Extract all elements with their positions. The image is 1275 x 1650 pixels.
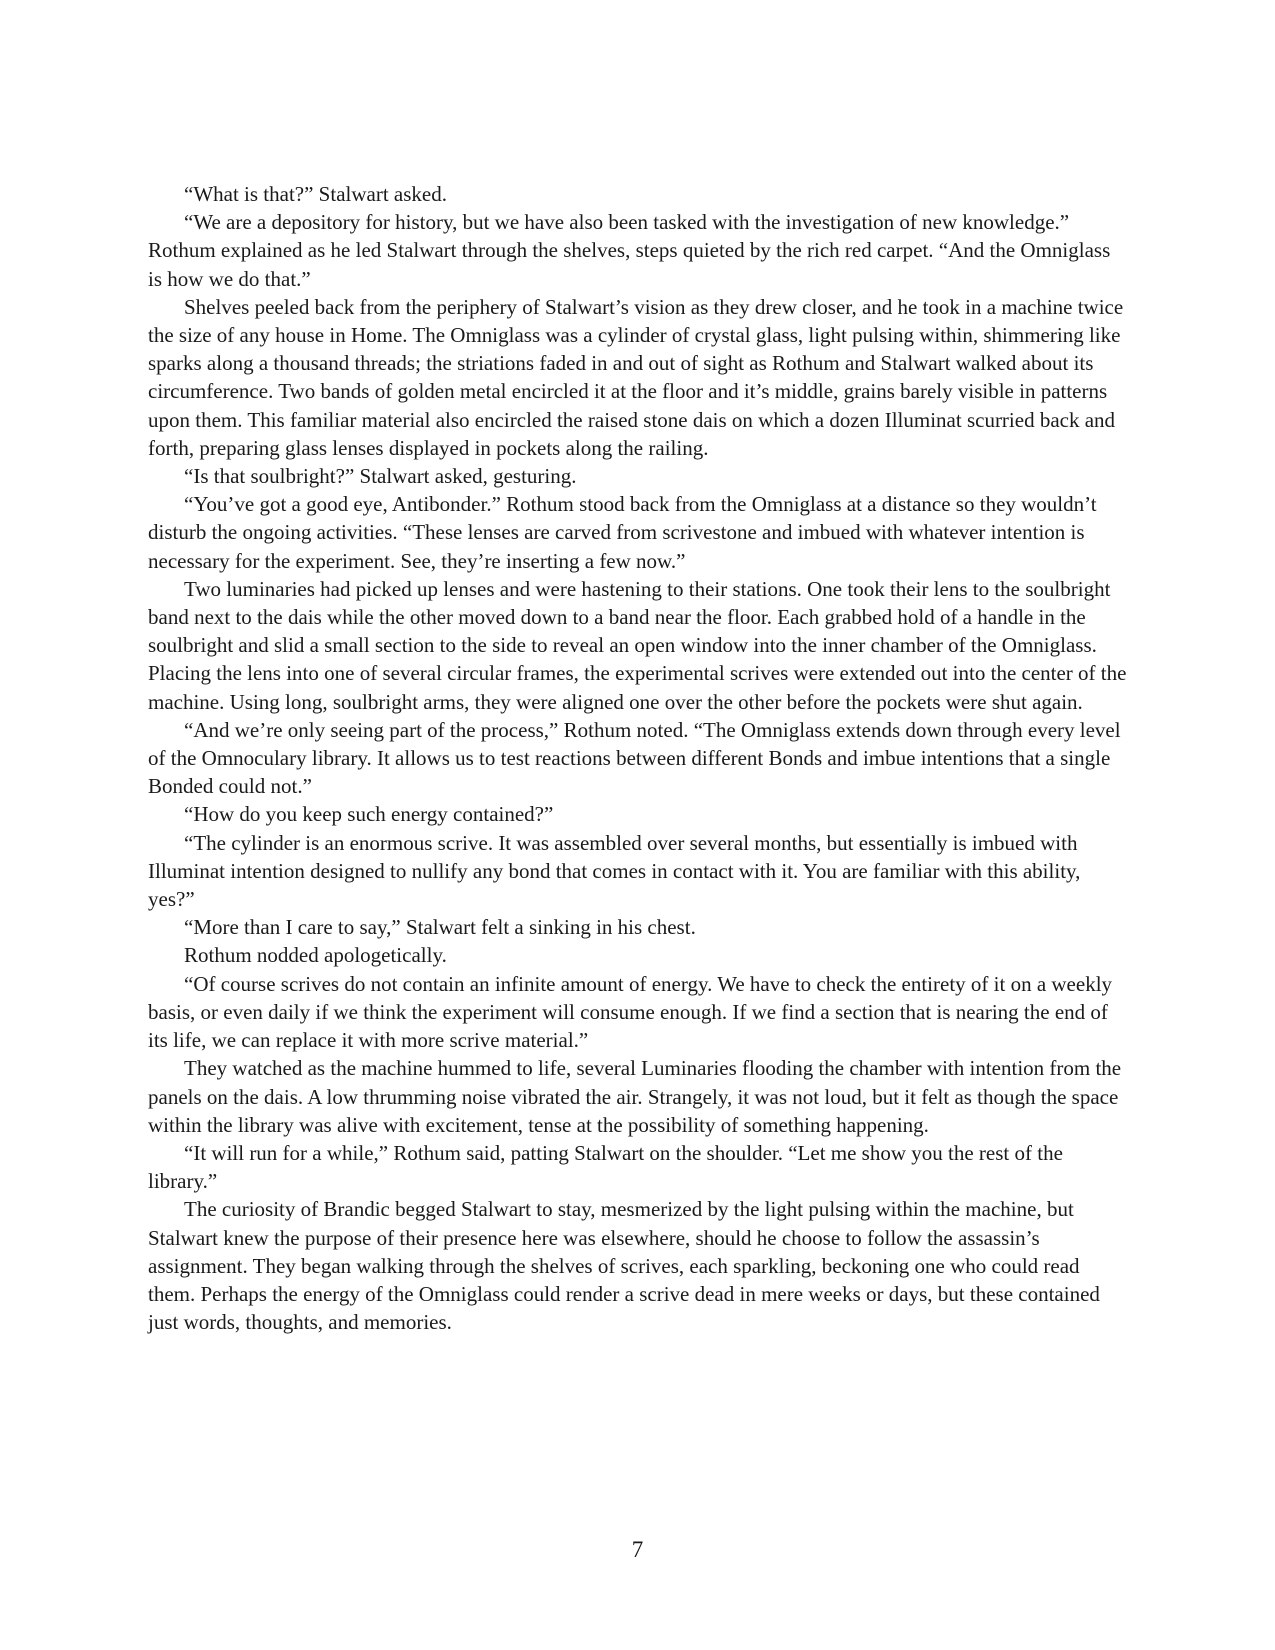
paragraph: “Is that soulbright?” Stalwart asked, gesturing. [184, 464, 577, 489]
paragraph: “What is that?” Stalwart asked. [184, 182, 447, 206]
paragraph: “Of course scrives do not contain an infinite amount of energy. We have to check the entirety of it on a weekly basis, or even daily if we think the experiment will consume enough. If we find a section that is nearing the end of its life, we can replace it with more scrive material.” [148, 971, 1113, 1053]
paragraph: “You’ve got a good eye, Antibonder.” Rothum stood back from the Omniglass at a distance so they wouldn’t disturb the ongoing activities. “These lenses are carved from scrivestone and imbued with whatever intention is necessary for the experiment. See, they’re inserting a few now.” [148, 492, 1097, 573]
body-text [148, 180, 1128, 1336]
paragraph: “More than I care to say,” Stalwart felt a sinking in his chest. [184, 915, 696, 940]
paragraph: “The cylinder is an enormous scrive. It was assembled over several months, but essentially is imbued with Illuminat intention designed to nullify any bond that comes in contact with it. You are familiar with this ability, yes?” [148, 830, 1081, 912]
paragraph: The curiosity of Brandic begged Stalwart to stay, mesmerized by the light pulsing within the machine, but Stalwart knew the purpose of their presence here was elsewhere, should he choose to follow the assassin’s assignment. They began walking through the shelves of scrives, each sparkling, beckoning one who could read them. Perhaps the energy of the Omniglass could render a scrive dead in mere weeks or days, but these contained just words, thoughts, and memories. [148, 1197, 1100, 1335]
page-number: 7 [631, 1537, 644, 1562]
paragraph: “We are a depository for history, but we have also been tasked with the investigation of new knowledge.” Rothum explained as he led Stalwart through the shelves, steps quieted by the rich red carpet. “And the Omniglass is how we do that.” [148, 210, 1111, 291]
paragraph: “It will run for a while,” Rothum said, patting Stalwart on the shoulder. “Let me show you the rest of the library.” [148, 1140, 1063, 1194]
paragraph: Two luminaries had picked up lenses and were hastening to their stations. One took their lens to the soulbright band next to the dais while the other moved down to a band near the floor. Each grabbed hold of a handle in the soulbright and slid a small section to the side to reveal an open window into the inner chamber of the Omniglass. Placing the lens into one of several circular frames, the experimental scrives were extended out into the center of the machine. Using long, soulbright arms, they were aligned one over the other before the pockets were shut again. [148, 576, 1127, 714]
paragraph: “How do you keep such energy contained?” [184, 802, 554, 827]
paragraph: They watched as the machine hummed to life, several Luminaries flooding the chamber with intention from the panels on the dais. A low thrumming noise vibrated the air. Strangely, it was not loud, but it felt as though the space within the library was alive with excitement, tense at the possibility of something happening. [148, 1056, 1122, 1137]
paragraph: Rothum nodded apologetically. [184, 943, 447, 968]
paragraph: Shelves peeled back from the periphery of Stalwart’s vision as they drew closer, and he took in a machine twice the size of any house in Home. The Omniglass was a cylinder of crystal glass, light pulsing within, shimmering like sparks along a thousand threads; the striations faded in and out of sight as Rothum and Stalwart walked about its circumference. Two bands of golden metal encircled it at the floor and it’s middle, grains barely visible in patterns upon them. This familiar material also encircled the raised stone dais on which a dozen Illuminat scurried back and forth, preparing glass lenses displayed in pockets along the railing. [148, 294, 1124, 460]
paragraph: “And we’re only seeing part of the process,” Rothum noted. “The Omniglass extends down through every level of the Omnoculary library. It allows us to test reactions between different Bonds and imbue intentions that a single Bonded could not.” [148, 717, 1121, 799]
